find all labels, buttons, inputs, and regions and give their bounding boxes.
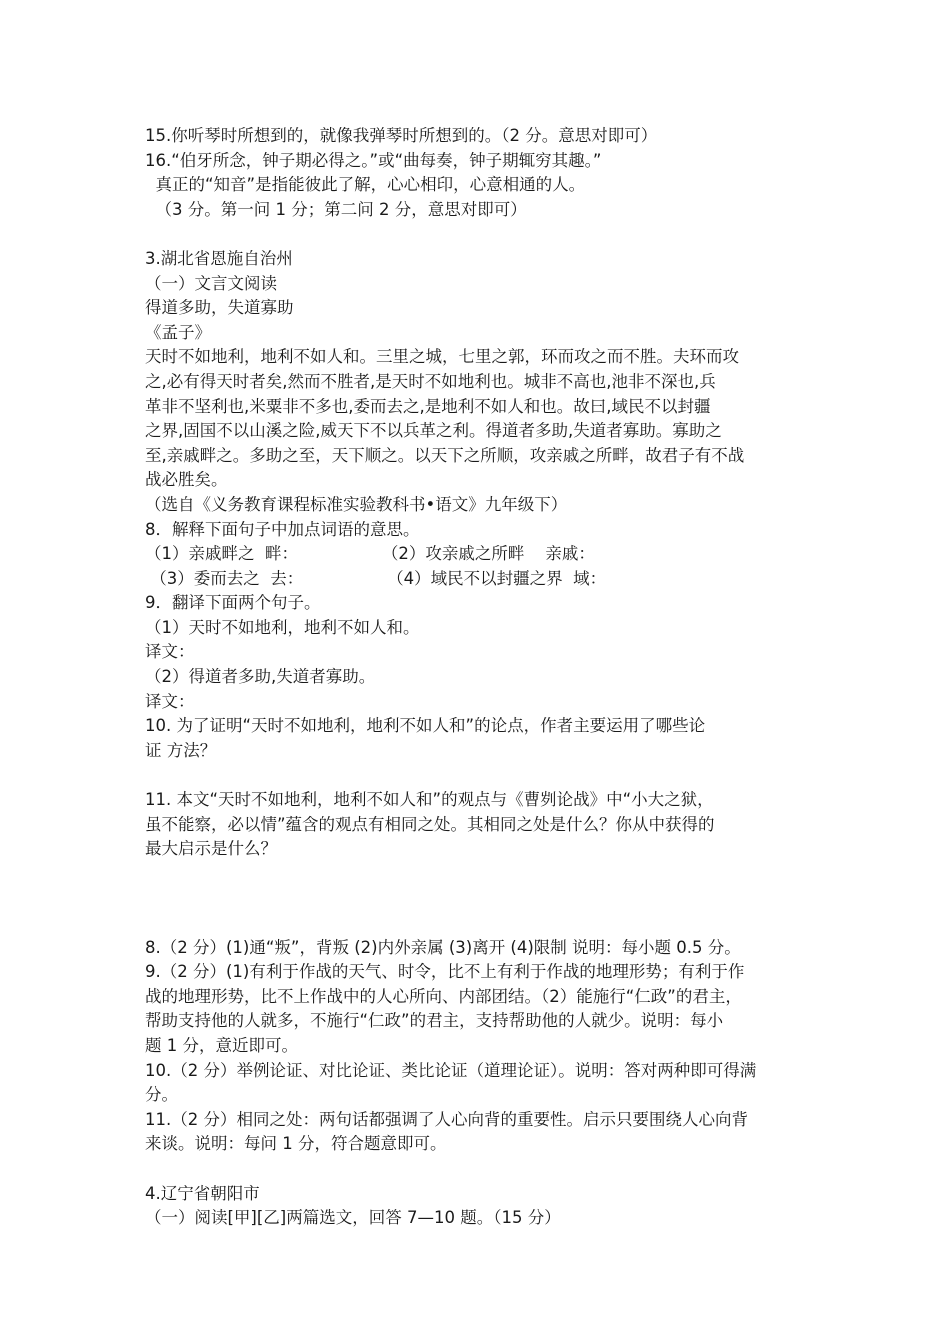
passage-text-line: 革非不坚利也,米粟非不多也,委而去之,是地利不如人和也。故曰,域民不以封疆 — [145, 396, 711, 416]
answer-9-cont: 战的地理形势，比不上作战中的人心所向、内部团结。（2）能施行“仁政”的君主， — [145, 986, 742, 1006]
question-9: 9．翻译下面两个句子。 — [145, 593, 321, 613]
question-11-cont: 最大启示是什么？ — [145, 839, 277, 859]
answer-11-cont: 来谈。说明：每问 1 分，符合题意即可。 — [145, 1134, 447, 1154]
answer-16-explanation: 真正的“知音”是指能彼此了解，心心相印，心意相通的人。 — [145, 175, 586, 195]
translation-label: 译文： — [145, 691, 195, 711]
answer-8: 8.（2 分）(1)通“叛”，背叛 (2)内外亲属 (3)离开 (4)限制 说明：每小题 0.5 分。 — [145, 937, 741, 957]
question-8-items-3-4: （3）委而去之 去： （4）域民不以封疆之界 域： — [145, 568, 607, 588]
question-8-items-1-2: （1）亲戚畔之 畔： （2）攻亲戚之所畔 亲戚： — [145, 544, 595, 564]
answer-9: 9.（2 分）(1)有利于作战的天气、时令，比不上有利于作战的地理形势；有利于作 — [145, 962, 745, 982]
answer-16: 16.“伯牙所念，钟子期必得之。”或“曲每奏，钟子期辄穷其趣。” — [145, 150, 602, 170]
passage-source: 《孟子》 — [145, 322, 211, 342]
question-11-cont: 虽不能察，必以情”蕴含的观点有相同之处。其相同之处是什么？你从中获得的 — [145, 814, 715, 834]
answer-11: 11.（2 分）相同之处：两句话都强调了人心向背的重要性。启示只要围绕人心向背 — [145, 1109, 748, 1129]
question-11: 11. 本文“天时不如地利，地利不如人和”的观点与《曹刿论战》中“小大之狱， — [145, 790, 714, 810]
spacer — [145, 911, 825, 936]
passage-text-line: 至,亲戚畔之。多助之至，天下顺之。以天下之所顺，攻亲戚之所畔，故君子有不战 — [145, 445, 745, 465]
passage-text-line: 战必胜矣。 — [145, 470, 228, 490]
question-9-item-2: （2）得道者多助,失道者寡助。 — [145, 667, 376, 687]
spacer — [145, 862, 825, 887]
question-9-item-1: （1）天时不如地利，地利不如人和。 — [145, 617, 420, 637]
passage-text-line: 之界,固国不以山溪之险,威天下不以兵革之利。得道者多助,失道者寡助。寡助之 — [145, 421, 722, 441]
spacer — [145, 1157, 825, 1182]
question-10: 10. 为了证明“天时不如地利，地利不如人和”的论点，作者主要运用了哪些论 — [145, 716, 706, 736]
answer-16-scoring: （3 分。第一问 1 分；第二问 2 分，意思对即可） — [145, 199, 527, 219]
passage-title: 得道多助，失道寡助 — [145, 298, 294, 318]
section-heading-chaoyang: 4.辽宁省朝阳市 — [145, 1183, 260, 1203]
subsection-reading-instructions: （一）阅读[甲][乙]两篇选文，回答 7—10 题。（15 分） — [145, 1208, 561, 1228]
answer-15: 15.你听琴时所想到的，就像我弹琴时所想到的。（2 分。意思对即可） — [145, 126, 658, 145]
question-10-cont: 证 方法？ — [145, 740, 217, 760]
subsection-classical-reading: （一）文言文阅读 — [145, 273, 277, 293]
answer-9-cont: 帮助支持他的人就多，不施行“仁政”的君主，支持帮助他的人就少。说明：每小 — [145, 1011, 724, 1031]
answer-10-cont: 分。 — [145, 1085, 178, 1105]
spacer — [145, 222, 825, 247]
spacer — [145, 886, 825, 911]
section-heading-enshi: 3.湖北省恩施自治州 — [145, 248, 293, 268]
passage-text-line: 天时不如地利，地利不如人和。三里之城，七里之郭，环而攻之而不胜。夫环而攻 — [145, 347, 739, 367]
document-body — [145, 124, 825, 1231]
passage-text-line: 之,必有得天时者矣,然而不胜者,是天时不如地利也。城非不高也,池非不深也,兵 — [145, 371, 716, 391]
passage-citation: （选自《义务教育课程标准实验教科书•语文》九年级下） — [145, 494, 568, 514]
spacer — [145, 763, 825, 788]
question-8: 8．解释下面句子中加点词语的意思。 — [145, 519, 420, 539]
answer-9-cont: 题 1 分，意近即可。 — [145, 1035, 298, 1055]
answer-10: 10.（2 分）举例论证、对比论证、类比论证（道理论证）。说明：答对两种即可得满 — [145, 1060, 757, 1080]
translation-label: 译文： — [145, 642, 195, 662]
